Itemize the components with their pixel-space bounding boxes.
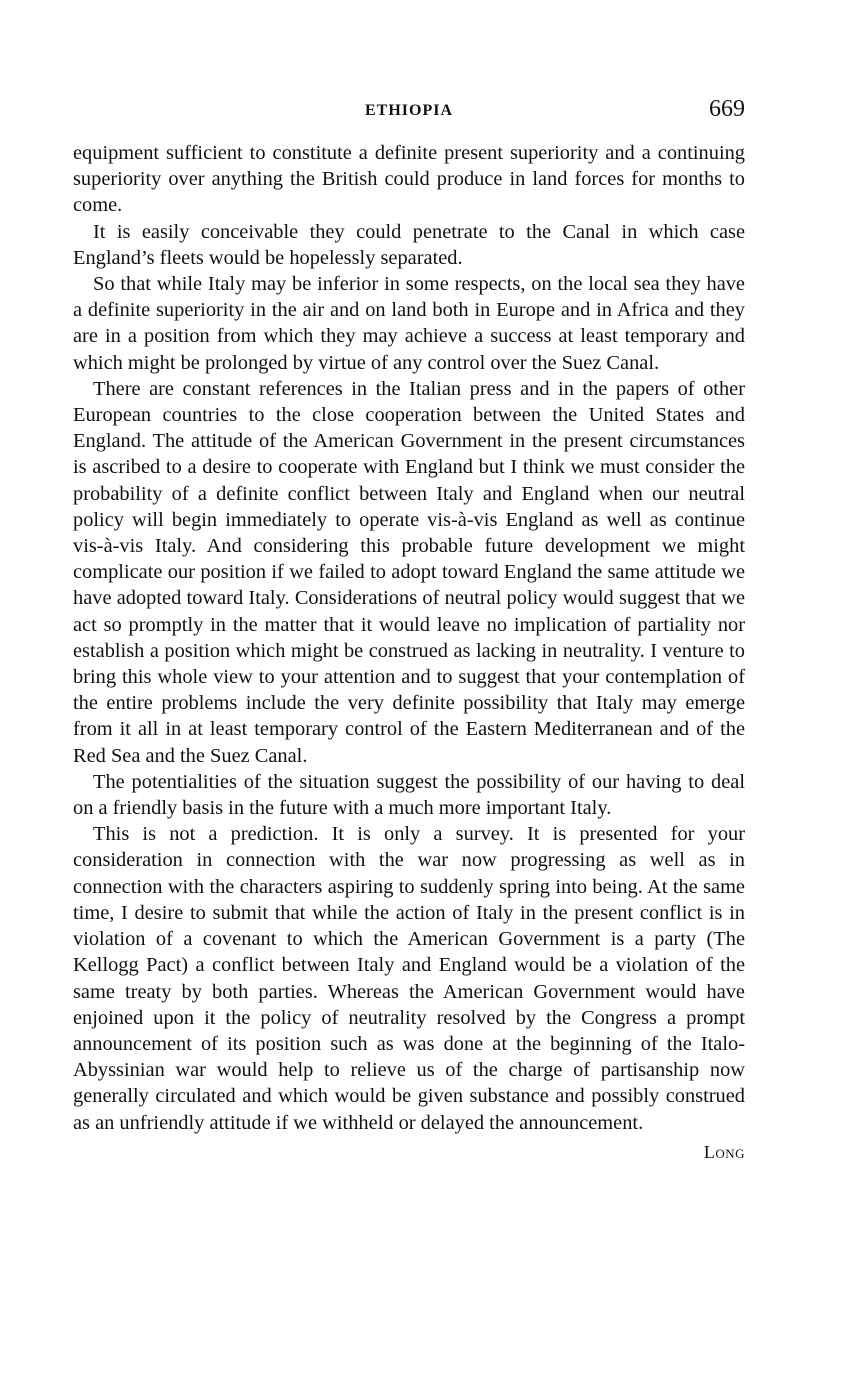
running-title: ETHIOPIA — [364, 102, 453, 119]
paragraph-2: It is easily conceivable they could penetrate to the Canal in which case England’s fleets would be hopelessly separated. — [73, 220, 745, 269]
page-number: 669 — [709, 96, 745, 122]
document-page — [73, 96, 745, 1163]
paragraph-3: So that while Italy may be inferior in some respects, on the local sea they have a definite superiority in the air and on land both in Europe and in Africa and they are in a position from which they may achieve a success at least temporary and which might be prolonged by virtue of any control over the Suez Canal. — [73, 273, 745, 374]
body-text — [73, 140, 745, 1136]
page-header — [73, 96, 745, 130]
paragraph-1: equipment sufficient to constitute a definite present superiority and a continuing superiority over anything the British could produce in land forces for months to come. — [73, 142, 745, 217]
paragraph-6: This is not a prediction. It is only a survey. It is presented for your consideration in connection with the war now progressing as well as in connection with the characters aspiring to suddenly spring into being. At the same time, I desire to submit that while the action of Italy in the present conflict is in violation of a covenant to which the American Government is a party (The Kellogg Pact) a conflict between Italy and England would be a violation of the same treaty by both parties. Whereas the American Government would have enjoined upon it the policy of neutrality resolved by the Congress a prompt announcement of its position such as was done at the beginning of the Italo-Abyssinian war would help to relieve us of the charge of partisanship now generally circulated and which would be given substance and possibly construed as an unfriendly attitude if we withheld or delayed the announcement. — [73, 823, 745, 1134]
paragraph-5: The potentialities of the situation suggest the possibility of our having to deal on a friendly basis in the future with a much more important Italy. — [73, 770, 745, 820]
paragraph-4: There are constant references in the Italian press and in the papers of other European countries to the close cooperation between the United States and England. The attitude of the American Government in the present circumstances is ascribed to a desire to cooperate with England but I think we must consider the probability of a definite conflict between Italy and England when our neutral policy will begin immediately to operate vis-à-vis England as well as continue vis-à-vis Italy. And considering this probable future development we might complicate our position if we failed to adopt toward England the same attitude we have adopted toward Italy. Considerations of neutral policy would suggest that we act so promptly in the matter that it would leave no implication of partiality nor establish a position which might be construed as lacking in neutrality. I venture to bring this whole view to your attention and to suggest that your contemplation of the entire problems include the very definite possibility that Italy may emerge from it all in at least temporary control of the Eastern Mediterranean and of the Red Sea and the Suez Canal. — [73, 377, 745, 767]
signature: Long — [703, 1141, 745, 1162]
